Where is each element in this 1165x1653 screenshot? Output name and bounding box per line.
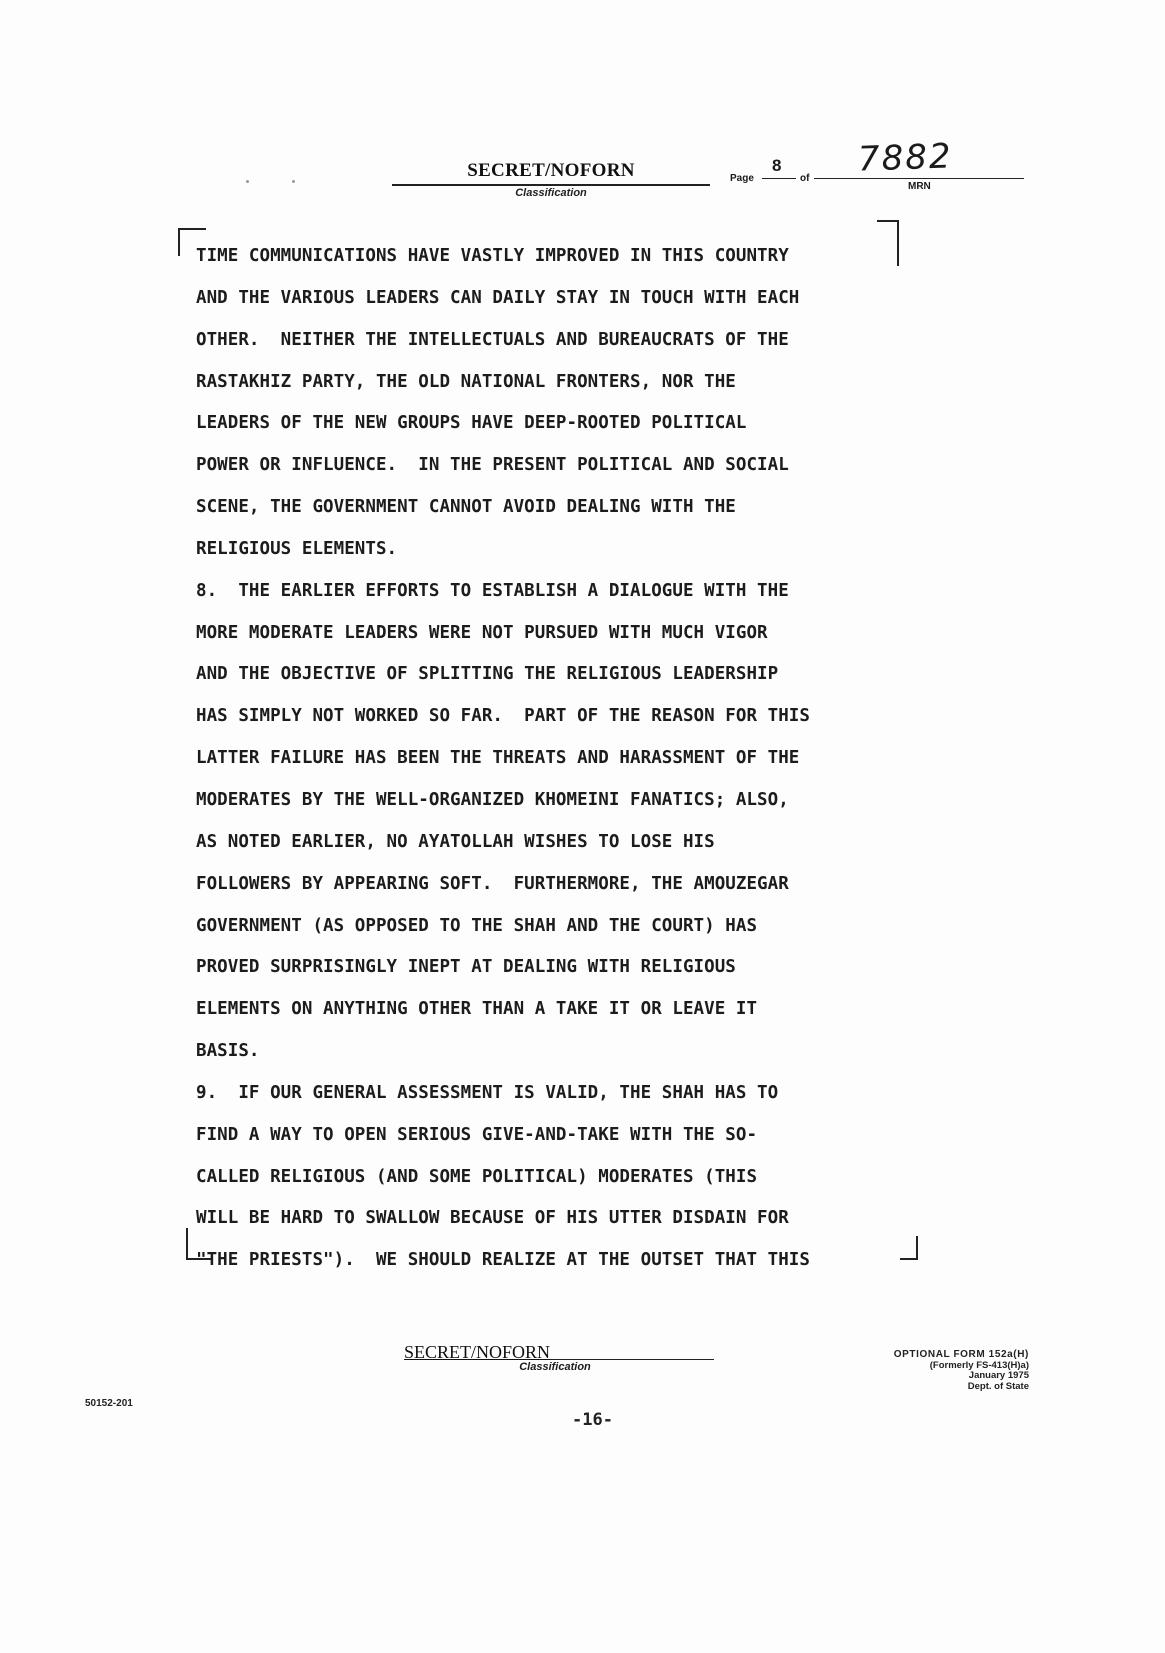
header-classification-rule (392, 184, 710, 186)
body-line: RASTAKHIZ PARTY, THE OLD NATIONAL FRONTERS, NOR THE (196, 371, 736, 392)
body-line: 9. IF OUR GENERAL ASSESSMENT IS VALID, THE SHAH HAS TO (196, 1082, 779, 1103)
footer-classification-rule (526, 1359, 714, 1360)
body-line: WILL BE HARD TO SWALLOW BECAUSE OF HIS UTTER DISDAIN FOR (196, 1208, 789, 1229)
body-line: HAS SIMPLY NOT WORKED SO FAR. PART OF THE REASON FOR THIS (196, 706, 810, 727)
body-line: ELEMENTS ON ANYTHING OTHER THAN A TAKE IT OR LEAVE IT (196, 999, 758, 1020)
body-line: LEADERS OF THE NEW GROUPS HAVE DEEP-ROOTED POLITICAL (196, 413, 747, 434)
header-classification-block (392, 160, 710, 199)
form-designation-line: January 1975 (968, 1370, 1029, 1381)
mrn-handwritten-number: 7882 (857, 136, 954, 180)
body-line: POWER OR INFLUENCE. IN THE PRESENT POLITICAL AND SOCIAL (196, 455, 789, 476)
footer-classification-marking: SECRET/NOFORN (404, 1342, 551, 1362)
mrn-label: MRN (908, 181, 931, 192)
page-number-rule (762, 178, 796, 179)
body-line: AS NOTED EARLIER, NO AYATOLLAH WISHES TO LOSE HIS (196, 831, 715, 852)
body-line: CALLED RELIGIOUS (AND SOME POLITICAL) MODERATES (THIS (196, 1166, 758, 1187)
scan-speck (292, 180, 295, 183)
body-line: FOLLOWERS BY APPEARING SOFT. FURTHERMORE, THE AMOUZEGAR (196, 873, 789, 894)
body-line: LATTER FAILURE HAS BEEN THE THREATS AND HARASSMENT OF THE (196, 748, 800, 769)
page-number: 8 (772, 156, 782, 175)
form-designation-line: (Formerly FS-413(H)a) (929, 1359, 1029, 1371)
form-designation-line: Dept. of State (967, 1380, 1029, 1392)
body-line: MODERATES BY THE WELL-ORGANIZED KHOMEINI FANATICS; ALSO, (196, 789, 789, 810)
scan-speck (246, 180, 249, 183)
page-label: Page (730, 173, 754, 184)
header-classification-marking: SECRET/NOFORN (467, 160, 635, 181)
body-line: 8. THE EARLIER EFFORTS TO ESTABLISH A DIALOGUE WITH THE (196, 580, 789, 601)
body-line: BASIS. (196, 1041, 260, 1062)
body-line: TIME COMMUNICATIONS HAVE VASTLY IMPROVED IN THIS COUNTRY (196, 246, 789, 266)
page-footer-number: -16- (572, 1410, 613, 1430)
body-line: AND THE OBJECTIVE OF SPLITTING THE RELIGIOUS LEADERSHIP (196, 664, 779, 685)
stock-number: 50152-201 (85, 1398, 133, 1409)
body-line: OTHER. NEITHER THE INTELLECTUALS AND BUREAUCRATS OF THE (196, 329, 789, 350)
form-designation-line: OPTIONAL FORM 152a(H) (893, 1349, 1029, 1360)
body-line: "THE PRIESTS"). WE SHOULD REALIZE AT THE OUTSET THAT THIS (196, 1250, 810, 1271)
body-text (196, 244, 936, 1290)
header-page-block (730, 136, 1030, 196)
body-line: GOVERNMENT (AS OPPOSED TO THE SHAH AND THE COURT) HAS (196, 915, 758, 936)
body-line: FIND A WAY TO OPEN SERIOUS GIVE-AND-TAKE WITH THE SO- (196, 1124, 758, 1145)
body-line: RELIGIOUS ELEMENTS. (196, 538, 398, 559)
mrn-rule (814, 178, 1024, 179)
body-line: MORE MODERATE LEADERS WERE NOT PURSUED WITH MUCH VIGOR (196, 622, 768, 643)
footer-classification-caption: Classification (519, 1361, 591, 1373)
header-classification-caption: Classification (515, 187, 587, 199)
body-line: PROVED SURPRISINGLY INEPT AT DEALING WITH RELIGIOUS (196, 957, 736, 978)
body-line: AND THE VARIOUS LEADERS CAN DAILY STAY IN TOUCH WITH EACH (196, 287, 800, 308)
form-designation (894, 1350, 1029, 1392)
footer-classification-block (396, 1342, 714, 1373)
of-label: of (800, 173, 810, 184)
body-line: SCENE, THE GOVERNMENT CANNOT AVOID DEALING WITH THE (196, 497, 736, 518)
